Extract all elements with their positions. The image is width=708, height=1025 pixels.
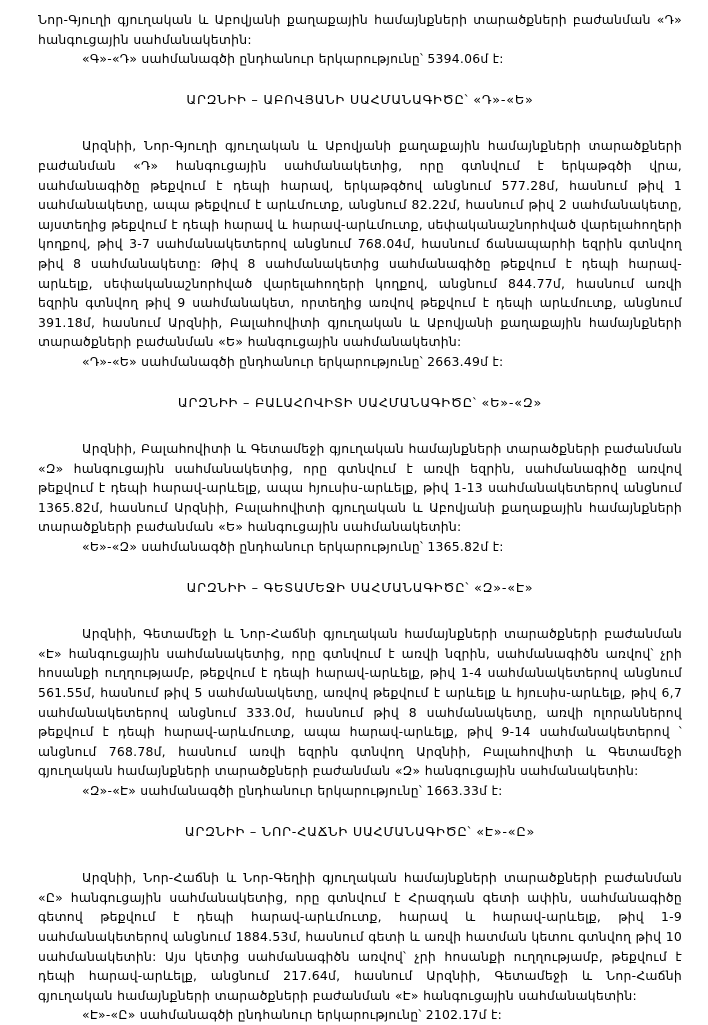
paragraph-arzni-balahovit: Արզնիի, Բալահովիտի և Գետամեջի գյուղական համայնքների տարածքների բաժանման «Զ» հանգուցային սահմանակետից, որը գտնվում է առվի եզրին, սահմանագիծը առվով թեքվում է դեպի հարավ-արևելք, ապա հյուսիս-արևելք, թիվ 1-13 սահմանակետերով անցնում 1365.82մ, հասնում Արզնիի, Բալահովիտի գյուղական և Աբովյանի քաղաքային համայնքների տարածքների բաժանման «Ե» հանգուցային սահմանակետին: xyxy=(38,441,682,535)
result-line-g-d: «Գ»-«Դ» սահմանագծի ընդհանուր երկարությունը՝ 5394.06մ է: xyxy=(82,51,504,67)
section-heading-arzni-abovyan: ԱՐԶՆԻԻ – ԱԲՈՎՅԱՆԻ ՍԱՀՄԱՆԱԳԻԾԸ՝ «Դ»-«Ե» xyxy=(186,92,534,108)
section-heading-arzni-norhachn: ԱՐԶՆԻԻ – ՆՈՐ-ՀԱՃՆԻ ՍԱՀՄԱՆԱԳԻԾԸ՝ «Է»-«Ը» xyxy=(184,824,536,840)
result-line-e-y: «Է»-«Ը» սահմանագծի ընդհանուր երկարությունը՝ 2102.17մ է: xyxy=(82,1007,503,1023)
paragraph-intro: Նոր-Գյուղի գյուղական և Աբովյանի քաղաքային համայնքների տարածքների բաժանման «Դ» հանգուցային սահմանակետին: xyxy=(38,12,682,47)
spacer xyxy=(38,413,682,439)
section-heading-arzni-balahovit: ԱՐԶՆԻԻ – ԲԱԼԱՀՈՎԻՏԻ ՍԱՀՄԱՆԱԳԻԾԸ՝ «Ե»-«Զ» xyxy=(177,395,543,411)
paragraph-arzni-norhachn: Արզնիի, Նոր-Հաճնի և Նոր-Գեղիի գյուղական համայնքների տարածքների բաժանման «Ը» հանգուցային սահմանակետից, որը գտնվում է Հրազդան գետի ափին, սահմանագիծը գետով թեքվում է դեպի հարավ-արևմուտք, հարավ և հարավ-արևելք, թիվ 1-9 սահմանակետերով անցնում 1884.53մ, հասնում գետի և առվի հատման կետու գտնվող թիվ 10 սահմանակետին: Այս կետից սահմանագիծն առվով՝ չրի հոսանքի ուղղությամբ, թեքվում է դեպի հարավ-արևելք, անցնում 217.64մ, հասնում Արզնիի, Գետամեջի և Նոր-Հաճնի գյուղական համայնքների տարածքների բաժանման «Է» հանգուցային սահմանակետին: xyxy=(38,870,682,1003)
spacer xyxy=(38,372,682,394)
spacer xyxy=(38,801,682,823)
result-line-e-z: «Ե»-«Զ» սահմանագծի ընդհանուր երկարությունը՝ 1365.82մ է: xyxy=(82,539,504,555)
result-line-d-e: «Դ»-«Ե» սահմանագծի ընդհանուր երկարությունը՝ 2663.49մ է: xyxy=(82,353,504,369)
spacer xyxy=(38,557,682,579)
paragraph-arzni-getamej: Արզնիի, Գետամեջի և Նոր-Հաճնի գյուղական համայնքների տարածքների բաժանման «Է» հանգուցային սահմանակետից, որը գտնվում է առվի նզրին, սահմանագիծն առվով՝ չրի հոսանքի ուղղությամբ, թեքվում է դեպի հարավ-արևելք, թիվ 1-4 սահմանակետերով անցնում 561.55մ, հասնում թիվ 5 սահմանակետը, առվով թեքվում է արևելք և հյուսիս-արևելք, թիվ 6,7 սահմանակետերով անցնում 333.0մ, հասնում թիվ 8 սահմանակետը, առվի ոլորաններով թեքվում է դեպի հարավ-արևմուտք, ապա հարավ-արևելք, թիվ 9-14 սահմանակետերով ՝ անցնում 768.78մ, հասնում առվի եզրին գտնվող Արզնիի, Բալահովիտի և Գետամեջի գյուղական համայնքների տարածքների բաժանման «Զ» հանգուցային սահմանակետին: xyxy=(38,626,682,779)
spacer xyxy=(38,842,682,868)
spacer xyxy=(38,110,682,136)
paragraph-arzni-abovyan: Արզնիի, Նոր-Գյուղի գյուղական և Աբովյանի քաղաքային համայնքների տարածքների բաժանման «Դ» հանգուցային սահմանակետից, որը գտնվում է երկաթգծի վրա, սահմանագիծը թեքվում է դեպի հարավ, երկաթգծով անցնում 577.28մ, հասնում թիվ 1 սահմանակետը, ապա թեքվում է արևմուտք, անցնում 82.22մ, հասնում թիվ 2 սահմանակետը, այստեղից թեքվում է դեպի հարավ և հարավ-արևմուտք, սեփականաշնորհված վարելահողերի կողքով, թիվ 3-7 սահմանակետերով անցնում 768.04մ, հասնում ճանապարհի եզրին գտնվող թիվ 8 սահմանակետը: Թիվ 8 սահմանակետից սահմանագիծը թեքվում է դեպի հարավ-արևելք, սեփականաշնորհված վարելահողերի կողքով, անցնում 844.77մ, հասնում առվի եզրին գտնվող թիվ 9 սահմանակետ, որտեղից առվով թեքվում է դեպի արևմուտք, անցնում 391.18մ, հասնում Արզնիի, Բալահովիտի գյուղական և Աբովյանի քաղաքային համայնքների տարածքների բաժանման «Ե» հանգուցային սահմանակետին: xyxy=(38,138,682,350)
spacer xyxy=(38,598,682,624)
section-heading-arzni-getamej: ԱՐԶՆԻԻ – ԳԵՏԱՄԵՋԻ ՍԱՀՄԱՆԱԳԻԾԸ՝ «Զ»-«Է» xyxy=(186,580,534,596)
result-line-z-e: «Զ»-«Է» սահմանագծի ընդհանուր երկարությունը՝ 1663.33մ է: xyxy=(82,783,503,798)
spacer xyxy=(38,69,682,91)
